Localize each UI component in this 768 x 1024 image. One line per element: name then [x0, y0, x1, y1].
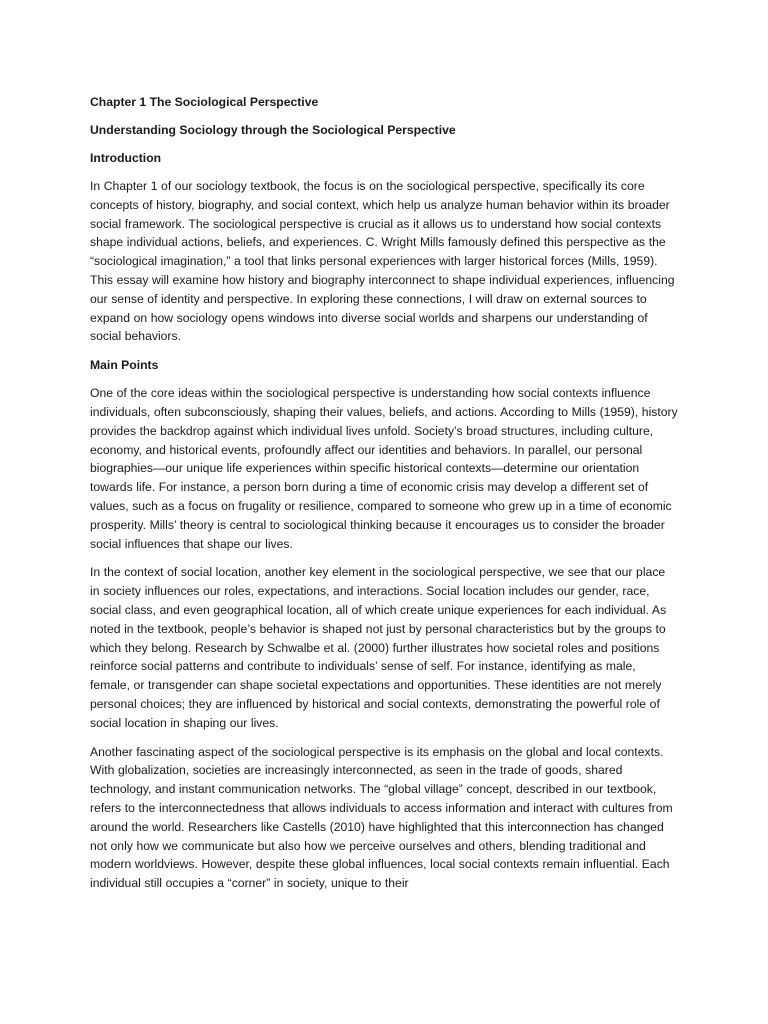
paragraph-main-points-2: In the context of social location, another key element in the sociological perspective, we see that our place in society influences our roles, expectations, and interactions. Social location includes our gender, race, social class, and even geographical location, all of which create unique experiences for each individual. As noted in the textbook, people’s behavior is shaped not just by personal characteristics but by the groups to which they belong. Research by Schwalbe et al. (2000) further illustrates how societal roles and positions reinforce social patterns and contribute to individuals’ sense of self. For instance, identifying as male, female, or transgender can shape societal expectations and opportunities. These identities are not merely personal choices; they are influenced by historical and social contexts, demonstrating the powerful role of social location in shaping our lives.	[90, 565, 667, 730]
section-heading-main-points: Main Points	[90, 358, 159, 373]
section-heading-introduction: Introduction	[90, 151, 162, 165]
paragraph-main-points-3: Another fascinating aspect of the sociological perspective is its emphasis on the global and local contexts. With globalization, societies are increasingly interconnected, as seen in the trade of goods, shared technology, and instant communication networks. The “global village” concept, described in our textbook, refers to the interconnectedness that allows individuals to access information and interact with cultures from around the world. Researchers like Castells (2010) have highlighted that this interconnection has changed not only how we communicate but also how we perceive ourselves and others, blending traditional and modern worldviews. However, despite these global influences, local social contexts remain influential. Each individual still occupies a “corner” in society, unique to their	[90, 744, 673, 891]
paragraph-main-points-1: One of the core ideas within the sociological perspective is understanding how social contexts influence individuals, often subconsciously, shaping their values, beliefs, and actions. According to Mills (1959), history provides the backdrop against which individual lives unfold. Society’s broad structures, including culture, economy, and historical events, profoundly affect our identities and behaviors. In parallel, our personal biographies—our unique life experiences within specific historical contexts—determine our orientation towards life. For instance, a person born during a time of economic crisis may develop a different set of values, such as a focus on frugality or resilience, compared to someone who grew up in a time of economic prosperity. Mills’ theory is central to sociological thinking because it encourages us to consider the broader social influences that shape our lives.	[90, 386, 678, 551]
chapter-title: Chapter 1 The Sociological Perspective	[90, 95, 319, 109]
essay-title: Understanding Sociology through the Sociological Perspective	[90, 123, 456, 137]
paragraph-introduction: In Chapter 1 of our sociology textbook, the focus is on the sociological perspective, specifically its core concepts of history, biography, and social context, which help us analyze human behavior within its broader social framework. The sociological perspective is crucial as it allows us to understand how social contexts shape individual actions, beliefs, and experiences. C. Wright Mills famously defined this perspective as the “sociological imagination,” a tool that links personal experiences with larger historical forces (Mills, 1959). This essay will examine how history and biography interconnect to shape individual experiences, influencing our sense of identity and perspective. In exploring these connections, I will draw on external sources to expand on how sociology opens windows into diverse social worlds and sharpens our understanding of social behaviors.	[90, 179, 675, 344]
